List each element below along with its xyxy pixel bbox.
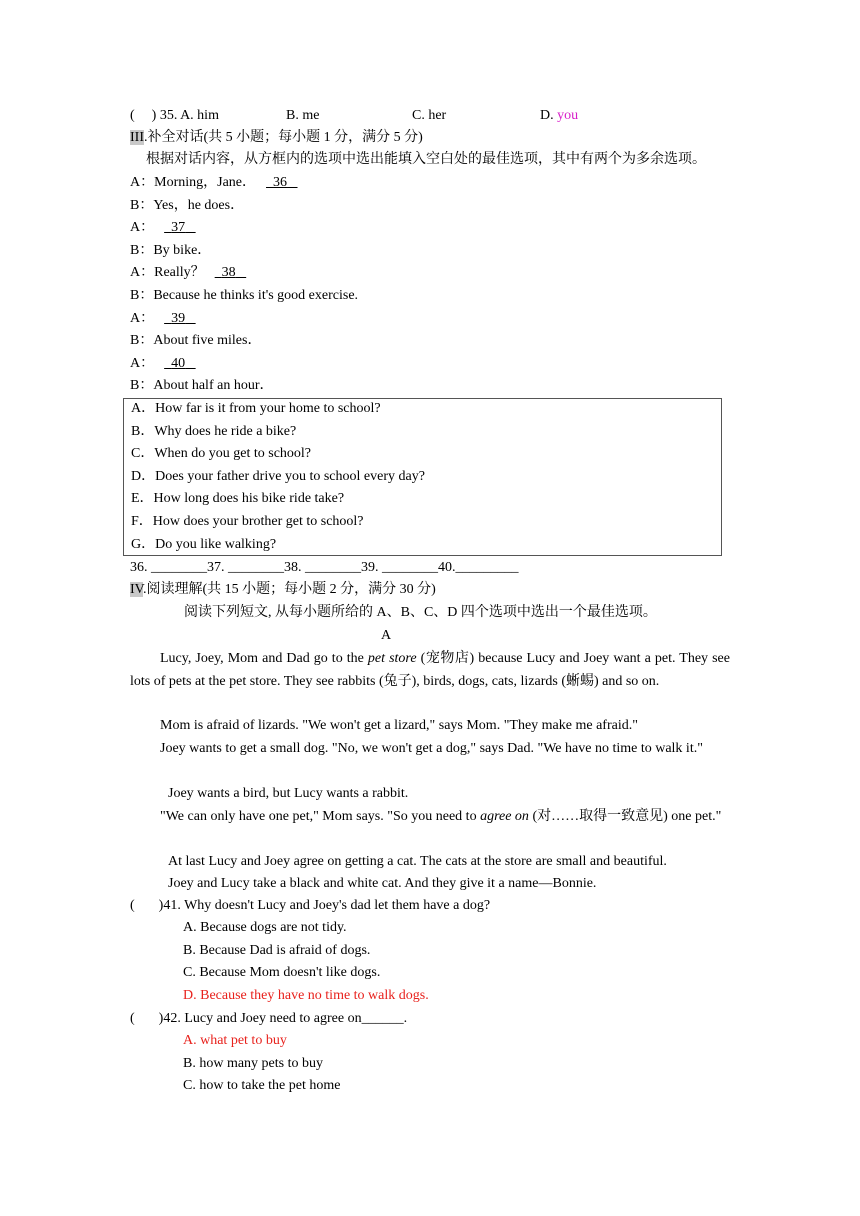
dialogue-line [130, 241, 211, 261]
q41-option-c: C. Because Mom doesn't like dogs. [183, 965, 381, 980]
p5-emphasis: agree on [480, 809, 529, 824]
question-42 [130, 1009, 407, 1029]
dialogue-text: Yes，he does． [153, 198, 245, 213]
section-4-instruction: 阅读下列短文, 从每小题所给的 A、B、C、D 四个选项中选出一个最佳选项。 [184, 605, 657, 620]
option-item: D．Does your father drive you to school every day? [131, 468, 425, 484]
speaker: A： [130, 356, 155, 371]
dialogue-line [130, 173, 298, 193]
option-item: A．How far is it from your home to school? [131, 401, 381, 416]
blank-number: 36 [273, 175, 288, 190]
dialogue-text: Really？ [154, 265, 205, 280]
speaker: A： [130, 311, 155, 326]
speaker: B： [130, 243, 154, 258]
dialogue-line [130, 263, 246, 283]
blank-number: 40 [171, 356, 186, 371]
blank-number: 39 [171, 311, 186, 326]
dialogue-line [130, 376, 274, 396]
blank-number: 37 [171, 220, 186, 235]
section-4-title [130, 580, 436, 600]
dialogue-text: Because he thinks it's good exercise. [153, 288, 359, 303]
dialogue-blank [164, 309, 196, 329]
q42-stem: 42. Lucy and Joey need to agree on______. [163, 1011, 408, 1026]
answer-paren: ( [130, 108, 135, 123]
dialogue-blank [164, 218, 196, 238]
dialogue-line [130, 309, 196, 329]
option-item: E．How long does his bike ride take? [131, 491, 345, 507]
section-4-title-text: .阅读理解(共 15 小题；每小题 2 分，满分 30 分) [142, 582, 436, 597]
speaker: A： [130, 220, 155, 235]
passage-paragraph-5 [130, 806, 730, 829]
passage-paragraph-1 [130, 648, 730, 693]
dialogue-line [130, 354, 196, 374]
dialogue-text: About five miles． [153, 333, 262, 348]
p1-text-a: Lucy, Joey, Mom and Dad go to the [160, 651, 368, 666]
p5-text-b: (对……取得一致意见) one pet." [528, 809, 722, 824]
q35-option-d-label: D. [540, 108, 558, 123]
answer-paren: ( [130, 1011, 135, 1026]
question-35 [130, 106, 219, 126]
option-item: G．Do you like walking? [131, 536, 277, 552]
section-4-roman: IV [130, 582, 143, 597]
dialogue-blank [164, 354, 196, 374]
q41-option-b: B. Because Dad is afraid of dogs. [183, 943, 371, 958]
dialogue-line [130, 286, 358, 306]
q42-option-c: C. how to take the pet home [183, 1078, 341, 1093]
speaker: B： [130, 288, 154, 303]
passage-paragraph-2: Mom is afraid of lizards. "We won't get a lizard," says Mom. "They make me afraid." [160, 718, 638, 733]
speaker: A： [130, 265, 155, 280]
answer-paren-close: ) [151, 108, 157, 123]
dialogue-line [130, 218, 196, 238]
q35-answer: you [557, 108, 579, 123]
option-item: B．Why does he ride a bike? [131, 423, 297, 439]
q35-option-d [540, 106, 578, 126]
answer-line: 36. ________37. ________38. ________39. ________40._________ [130, 560, 519, 575]
q35-option-a: 35. A. him [159, 108, 219, 123]
passage-paragraph-4: Joey wants a bird, but Lucy wants a rabbit. [168, 786, 409, 801]
speaker: A： [130, 175, 155, 190]
q35-option-b: B. me [286, 108, 320, 123]
p5-text-a: "We can only have one pet," Mom says. "So you need to [160, 809, 481, 824]
dialogue-text: Morning，Jane． [154, 175, 257, 190]
section-3-roman: III [130, 130, 144, 145]
q41-option-d-answer: D. Because they have no time to walk dogs. [183, 988, 429, 1003]
section-3-title-text: .补全对话(共 5 小题；每小题 1 分，满分 5 分) [144, 130, 423, 145]
section-3-title [130, 128, 423, 148]
speaker: B： [130, 378, 154, 393]
p1-text-b: (宠物店) because Lucy and Joey want a pet. They see lots of pets at the pet store. They see rabbits (兔子), birds, dogs, cats, lizards (蜥蜴) and so on. [130, 651, 730, 689]
answer-paren-close: ) [158, 898, 164, 913]
dialogue-text: About half an hour． [153, 378, 274, 393]
q42-option-a-answer: A. what pet to buy [183, 1033, 287, 1048]
answer-paren-close: ) [158, 1011, 164, 1026]
dialogue-blank [215, 263, 247, 283]
answer-paren: ( [130, 898, 135, 913]
blank-number: 38 [221, 265, 236, 280]
speaker: B： [130, 198, 154, 213]
dialogue-line [130, 196, 244, 216]
dialogue-blank [266, 173, 298, 193]
dialogue-text: By bike． [153, 243, 212, 258]
options-box [123, 398, 722, 556]
passage-paragraph-6: At last Lucy and Joey agree on getting a cat. The cats at the store are small and beautiful. [168, 854, 667, 869]
passage-paragraph-7: Joey and Lucy take a black and white cat. And they give it a name—Bonnie. [168, 876, 597, 891]
dialogue-line [130, 331, 261, 351]
p1-emphasis: pet store [367, 651, 417, 666]
q35-option-c: C. her [412, 108, 447, 123]
passage-paragraph-3: Joey wants to get a small dog. "No, we won't get a dog," says Dad. "We have no time to walk it." [160, 741, 703, 756]
q41-stem: 41. Why doesn't Lucy and Joey's dad let them have a dog? [163, 898, 491, 913]
option-item: F．How does your brother get to school? [131, 514, 364, 529]
section-3-instruction: 根据对话内容，从方框内的选项中选出能填入空白处的最佳选项，其中有两个为多余选项。 [146, 152, 706, 167]
speaker: B： [130, 333, 154, 348]
passage-label: A [381, 628, 392, 643]
option-item: C．When do you get to school? [131, 446, 312, 462]
question-41 [130, 896, 490, 916]
q41-option-a: A. Because dogs are not tidy. [183, 920, 347, 935]
q42-option-b: B. how many pets to buy [183, 1056, 323, 1071]
